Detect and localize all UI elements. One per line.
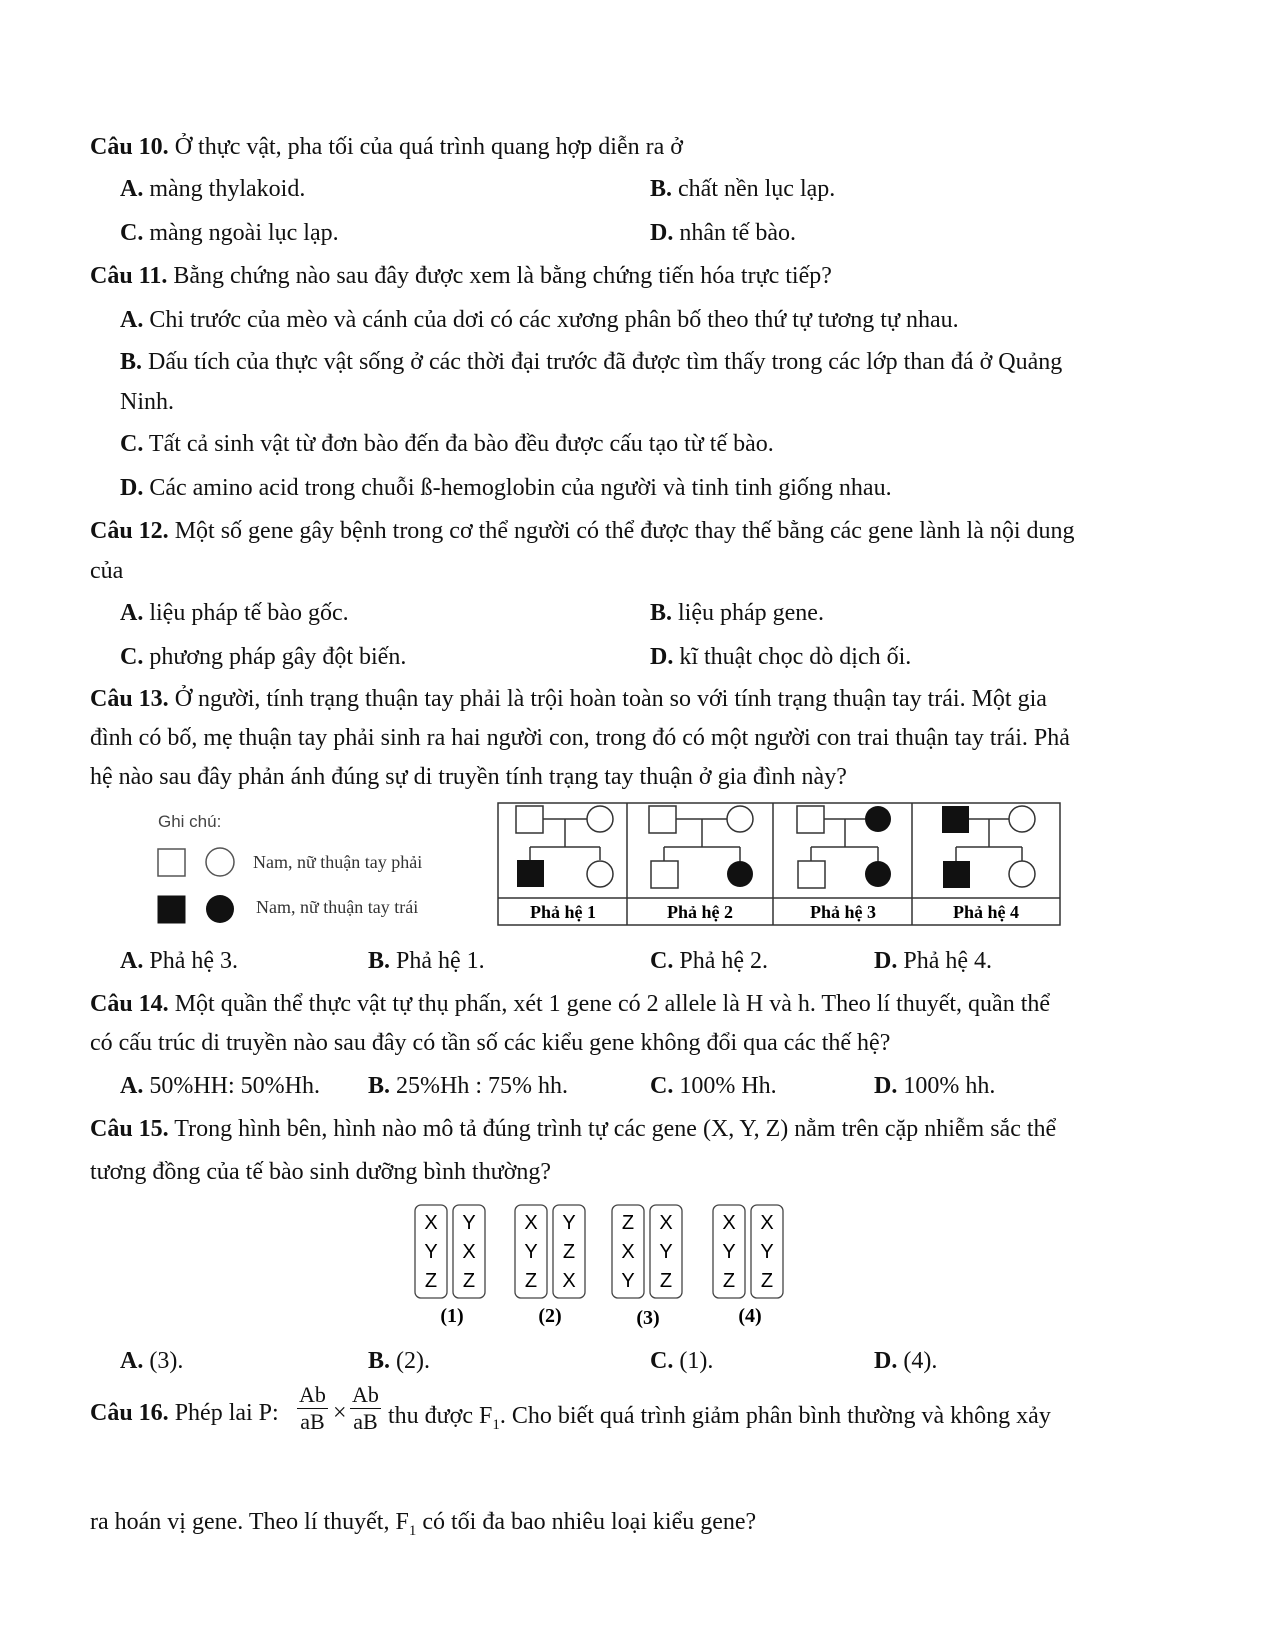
question-12-cont: của (90, 558, 124, 584)
svg-text:Y: Y (562, 1212, 576, 1234)
svg-text:Y: Y (722, 1241, 736, 1263)
svg-text:(3): (3) (636, 1307, 660, 1329)
svg-text:Y: Y (760, 1241, 774, 1263)
legend-title: Ghi chú: (158, 812, 222, 831)
q15-option-b[interactable]: B. (2). (368, 1348, 430, 1374)
svg-text:Y: Y (659, 1241, 673, 1263)
q14-option-b[interactable]: B. 25%Hh : 75% hh. (368, 1073, 568, 1099)
q13-option-a[interactable]: A. Phả hệ 3. (120, 948, 238, 974)
question-16-cont: ra hoán vị gene. Theo lí thuyết, $F_1$ có tối đa bao nhiêu loại kiểu gene? (90, 1509, 757, 1539)
question-11: Câu 11. Bằng chứng nào sau đây được xem là bằng chứng tiến hóa trực tiếp? (90, 263, 832, 289)
chromosome-pair-3 (612, 1205, 682, 1329)
q15-option-d[interactable]: D. (4). (874, 1348, 938, 1374)
q15-option-c[interactable]: C. (1). (650, 1348, 714, 1374)
fraction-right: $\frac{Ab}{aB}$ (352, 1382, 379, 1434)
question-12: Câu 12. Một số gene gây bệnh trong cơ thể người có thể được thay thế bằng các gene lành là nội dung (90, 518, 1075, 544)
svg-text:(1): (1) (440, 1305, 464, 1327)
legend-male-normal-icon (158, 849, 185, 876)
times-sign: × (333, 1400, 347, 1426)
svg-text:X: X (722, 1212, 736, 1234)
chromosome-pair-1 (415, 1205, 485, 1327)
question-13-line2: đình có bố, mẹ thuận tay phải sinh ra hai người con, trong đó có một người con trai thuận tay trái. Phả (90, 725, 1070, 751)
pedigree-label-1: Phả hệ 1 (529, 902, 597, 922)
q13-option-b[interactable]: B. Phả hệ 1. (368, 948, 485, 974)
q11-option-c[interactable]: C. Tất cả sinh vật từ đơn bào đến đa bào đều được cấu tạo từ tế bào. (120, 431, 774, 457)
q11-option-d[interactable]: D. Các amino acid trong chuỗi ß-hemoglobin của người và tinh tinh giống nhau. (120, 475, 892, 501)
svg-text:Y: Y (524, 1241, 538, 1263)
q12-option-b[interactable]: B. liệu pháp gene. (650, 600, 824, 626)
q12-option-c[interactable]: C. phương pháp gây đột biến. (120, 644, 407, 670)
svg-text:X: X (562, 1270, 576, 1292)
q13-option-c[interactable]: C. Phả hệ 2. (650, 948, 768, 974)
svg-text:X: X (462, 1241, 476, 1263)
svg-text:Z: Z (621, 1212, 635, 1234)
pedigree-label-4: Phả hệ 4 (952, 902, 1020, 922)
question-14-cont: có cấu trúc di truyền nào sau đây có tần số các kiểu gene không đổi qua các thế hệ? (90, 1030, 891, 1056)
svg-text:Z: Z (424, 1270, 438, 1292)
question-10: Câu 10. Ở thực vật, pha tối của quá trình quang hợp diễn ra ở (90, 134, 683, 160)
pedigree-4 (942, 806, 1035, 888)
q10-option-c[interactable]: C. màng ngoài lục lạp. (120, 220, 339, 246)
q10-option-a[interactable]: A. màng thylakoid. (120, 176, 306, 202)
pedigree-1 (516, 806, 613, 887)
question-14: Câu 14. Một quần thể thực vật tự thụ phấn, xét 1 gene có 2 allele là H và h. Theo lí thuyết, quần thể (90, 991, 1051, 1017)
svg-text:X: X (760, 1212, 774, 1234)
pedigree-table (497, 802, 1063, 928)
svg-text:Z: Z (760, 1270, 774, 1292)
question-15-cont: tương đồng của tế bào sinh dưỡng bình thường? (90, 1159, 552, 1185)
svg-text:Z: Z (722, 1270, 736, 1292)
svg-text:Z: Z (524, 1270, 538, 1292)
pedigree-label-3: Phả hệ 3 (809, 902, 877, 922)
svg-text:X: X (524, 1212, 538, 1234)
question-13: Câu 13. Ở người, tính trạng thuận tay phải là trội hoàn toàn so với tính trạng thuận tay trái. Một gia (90, 686, 1047, 712)
svg-text:Y: Y (424, 1241, 438, 1263)
q10-option-b[interactable]: B. chất nền lục lạp. (650, 176, 836, 202)
fraction-left: $\frac{Ab}{aB}$ (299, 1382, 326, 1434)
legend-female-normal-icon (206, 848, 234, 876)
q12-option-a[interactable]: A. liệu pháp tế bào gốc. (120, 600, 349, 626)
chromosome-figure (410, 1200, 810, 1330)
q10-option-d[interactable]: D. nhân tế bào. (650, 220, 796, 246)
svg-text:(4): (4) (738, 1305, 762, 1327)
svg-text:Y: Y (462, 1212, 476, 1234)
svg-text:(2): (2) (538, 1305, 562, 1327)
svg-text:Z: Z (462, 1270, 476, 1292)
q14-option-c[interactable]: C. 100% Hh. (650, 1073, 777, 1099)
svg-text:Z: Z (659, 1270, 673, 1292)
pedigree-label-2: Phả hệ 2 (666, 902, 734, 922)
q11-option-a[interactable]: A. Chi trước của mèo và cánh của dơi có các xương phân bố theo thứ tự tương tự nhau. (120, 307, 959, 333)
svg-text:X: X (659, 1212, 673, 1234)
svg-text:X: X (424, 1212, 438, 1234)
svg-text:X: X (621, 1241, 635, 1263)
q15-option-a[interactable]: A. (3). (120, 1348, 184, 1374)
pedigree-2 (649, 806, 753, 888)
chromosome-pair-4 (713, 1205, 783, 1327)
legend-female-affected-icon (206, 895, 234, 923)
q12-option-d[interactable]: D. kĩ thuật chọc dò dịch ối. (650, 644, 912, 670)
legend-normal-label: Nam, nữ thuận tay phải (253, 852, 423, 872)
q14-option-d[interactable]: D. 100% hh. (874, 1073, 996, 1099)
chromosome-pair-2 (515, 1205, 585, 1327)
pedigree-3 (797, 806, 891, 888)
question-13-line3: hệ nào sau đây phản ánh đúng sự di truyền tính trạng tay thuận ở gia đình này? (90, 764, 847, 790)
legend-male-affected-icon (158, 896, 185, 923)
q11-option-b-cont: Ninh. (120, 389, 174, 415)
svg-text:Z: Z (562, 1241, 576, 1263)
q13-option-d[interactable]: D. Phả hệ 4. (874, 948, 992, 974)
legend-affected-label: Nam, nữ thuận tay trái (256, 897, 419, 917)
question-16-after: thu được $F_1$. Cho biết quá trình giảm phân bình thường và không xảy (388, 1403, 1051, 1433)
svg-text:Y: Y (621, 1270, 635, 1292)
q14-option-a[interactable]: A. 50%HH: 50%Hh. (120, 1073, 320, 1099)
q11-option-b[interactable]: B. Dấu tích của thực vật sống ở các thời đại trước đã được tìm thấy trong các lớp than đá ở Quảng (120, 349, 1063, 375)
question-15: Câu 15. Trong hình bên, hình nào mô tả đúng trình tự các gene (X, Y, Z) nằm trên cặp nhiễm sắc thể (90, 1116, 1057, 1142)
question-16: Câu 16. Phép lai P: (90, 1400, 279, 1426)
legend-symbols (155, 845, 245, 925)
